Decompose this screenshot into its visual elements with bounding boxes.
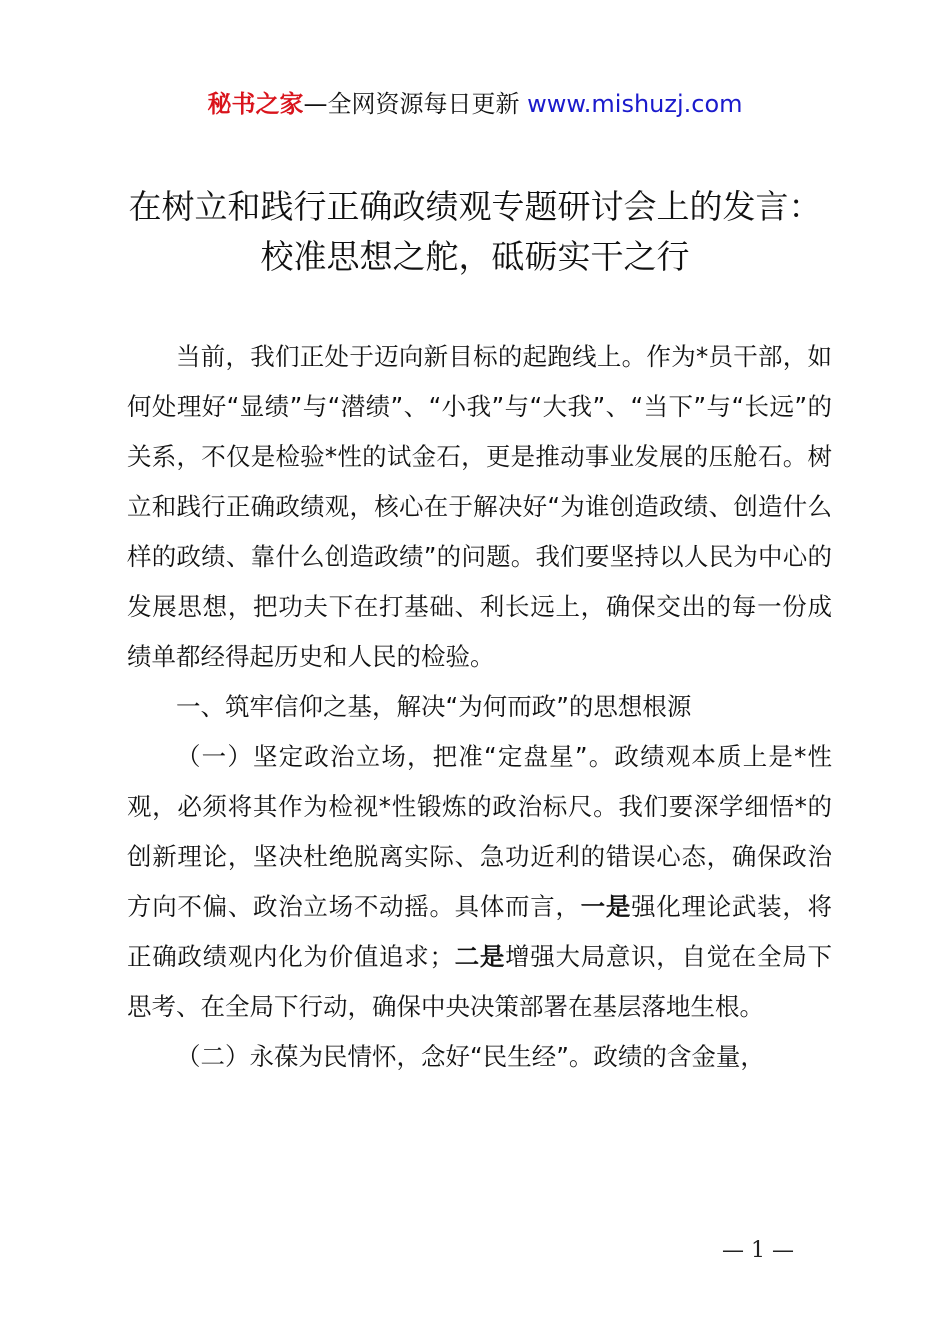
intro-paragraph: 当前，我们正处于迈向新目标的起跑线上。作为*员干部，如何处理好“显绩”与“潜绩”、“小我”与“大我”、“当下”与“长远”的关系，不仅是检验*性的试金石，更是推动事业发展的压舱石。树立和践行正确政绩观，核心在于解决好“为谁创造政绩、创造什么样的政绩、靠什么创造政绩”的问题。我们要坚持以人民为中心的发展思想，把功夫下在打基础、利长远上，确保交出的每一份成绩单都经得起历史和人民的检验。 — [127, 342, 832, 671]
brand-name: 秘书之家 — [207, 90, 304, 118]
document-title — [60, 182, 890, 282]
document-body — [127, 332, 832, 1082]
page-number: — 1 — — [722, 1238, 794, 1263]
sub1-text-c: 增强大局意识，自觉在全局下思考、在全局下行动，确保中央决策部署在基层落地生根。 — [127, 942, 833, 1021]
sub1-point-1-label: 一是 — [580, 892, 632, 921]
subsection-1-paragraph — [127, 732, 832, 1032]
header-tagline: —全网资源每日更新 — [303, 90, 528, 118]
title-line-2: 校准思想之舵，砥砺实干之行 — [260, 237, 690, 276]
site-header — [0, 88, 950, 120]
section-1-heading: 一、筑牢信仰之基，解决“为何而政”的思想根源 — [176, 692, 692, 721]
site-url: www.mishuzj.com — [527, 90, 743, 118]
sub1-text-a: （一）坚定政治立场，把准“定盘星”。政绩观本质上是*性观，必须将其作为检视*性锻炼的政治标尺。我们要深学细悟*的创新理论，坚决杜绝脱离实际、急功近利的错误心态，确保政治方向不偏、政治立场不动摇。具体而言， — [127, 742, 832, 921]
subsection-2-paragraph: （二）永葆为民情怀，念好“民生经”。政绩的含金量， — [176, 1042, 765, 1071]
sub1-text-b: 强化理论武装，将正确政绩观内化为价值追求； — [127, 892, 833, 971]
title-line-1: 在树立和践行正确政绩观专题研讨会上的发言： — [128, 187, 822, 226]
sub1-point-2-label: 二是 — [453, 942, 506, 971]
